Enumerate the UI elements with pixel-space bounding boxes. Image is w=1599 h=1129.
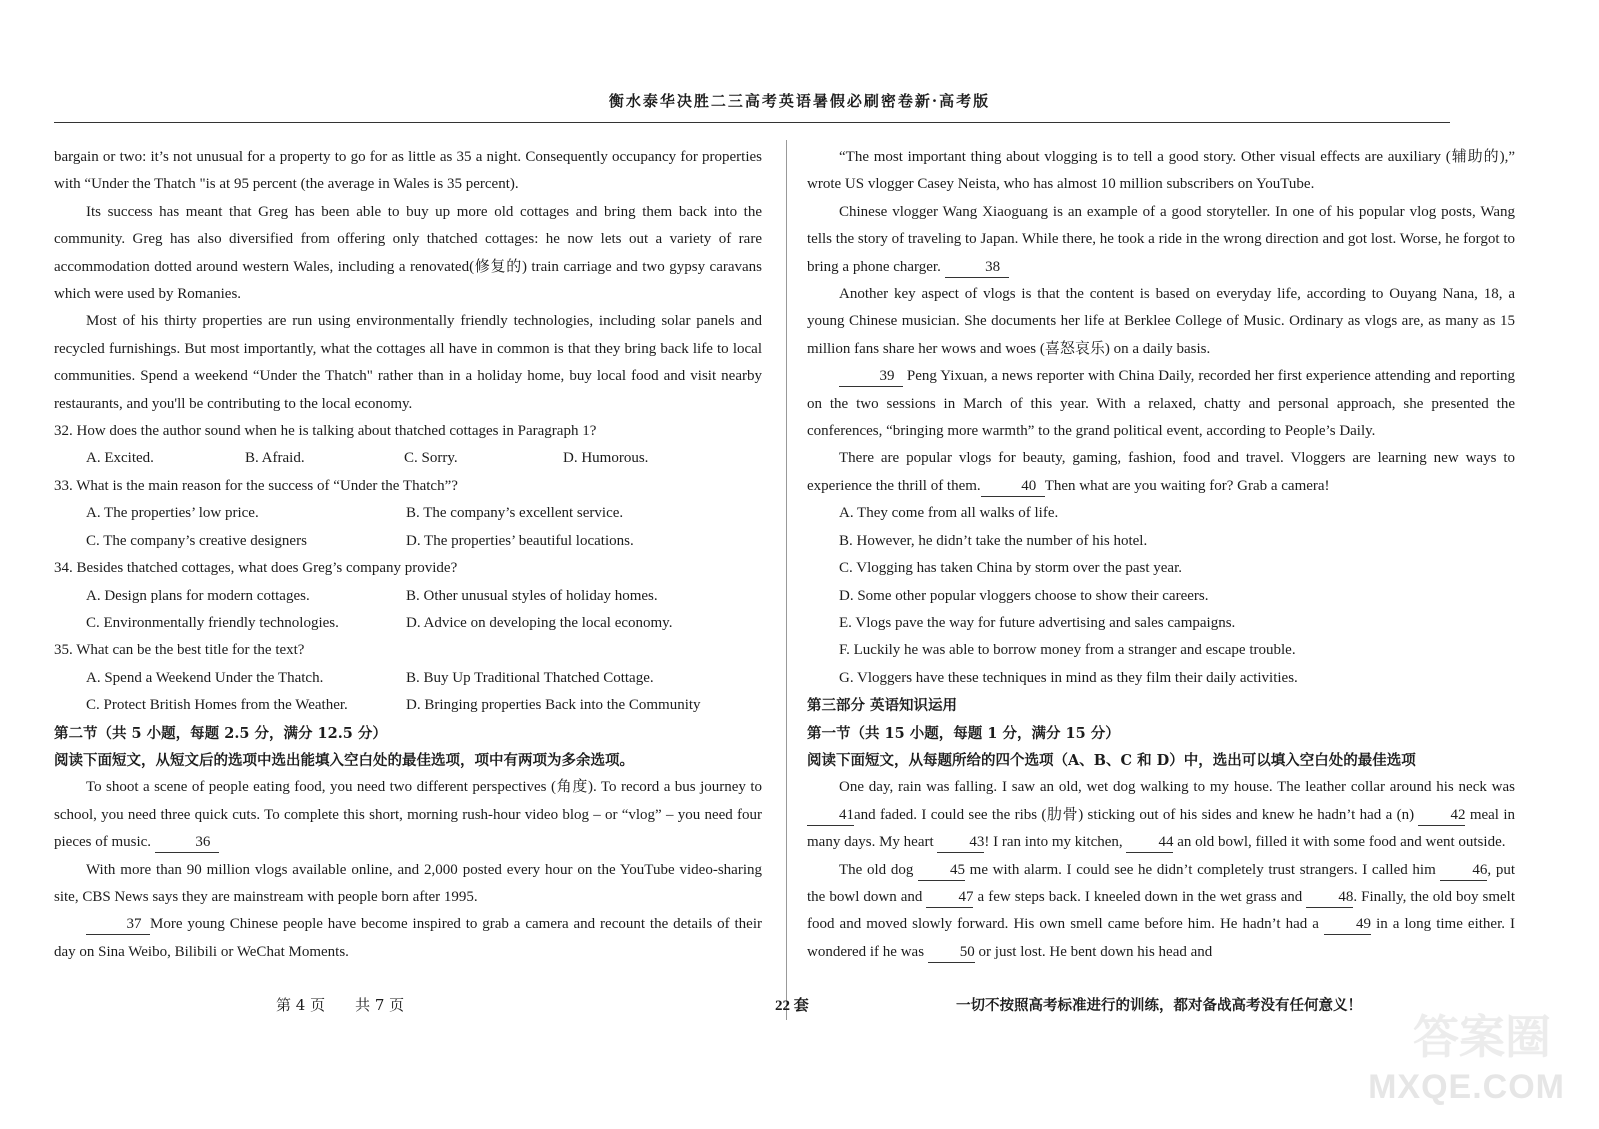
paragraph-text: . Finally, the old boy smelt food and moved slowly forward. His own smell came before him. He hadn’t had a <box>807 888 1516 933</box>
watermark-site: MXQE.COM <box>1368 1068 1565 1106</box>
choice-option: C. Vlogging has taken China by storm over the past year. <box>839 560 1183 577</box>
page-header-title: 衡水泰华决胜二三高考英语暑假必刷密卷新·高考版 <box>608 92 991 110</box>
paragraph-text: or just lost. He bent down his head and <box>978 943 1213 960</box>
cloze-paragraph <box>807 774 1515 856</box>
passage-paragraph <box>807 363 1515 445</box>
right-column <box>807 144 1515 966</box>
section-2-instructions: 阅读下面短文，从短文后的选项中选出能填入空白处的最佳选项，项中有两项为多余选项。 <box>54 751 634 769</box>
choice-option: B. However, he didn’t take the number of his hotel. <box>839 532 1148 549</box>
cloze-paragraph <box>807 857 1515 967</box>
passage-paragraph <box>54 911 762 966</box>
option: B. Afraid. <box>245 450 305 467</box>
paragraph-text: a few steps back. I kneeled down in the wet grass and <box>977 888 1303 905</box>
left-column <box>54 144 762 966</box>
option: B. Other unusual styles of holiday homes. <box>406 587 658 604</box>
passage-paragraph: Most of his thirty properties are run using environmentally friendly technologies, including solar panels and recycled furnishings. But most importantly, what the cottages all have in common is that they bring back life to local communities. Spend a weekend “Under the Thatch" rather than in a holiday home, buy local food and visit nearby restaurants, and you'll be contributing to the local economy. <box>54 313 762 412</box>
answer-blank-40: 40 <box>981 476 1045 497</box>
passage-paragraph: “The most important thing about vlogging is to tell a good story. Other visual effects are auxiliary (辅助的),” wrote US vlogger Casey Neista, who has almost 10 million subscribers on YouTube. <box>807 149 1515 193</box>
option: B. Buy Up Traditional Thatched Cottage. <box>406 669 654 686</box>
option: A. Design plans for modern cottages. <box>86 587 310 604</box>
question-33-options <box>54 500 762 527</box>
question-32: 32. How does the author sound when he is talking about thatched cottages in Paragraph 1? <box>54 423 597 440</box>
question-35-options <box>54 692 762 719</box>
answer-blank-41: 41 <box>807 805 854 826</box>
question-34-options <box>54 583 762 610</box>
question-35: 35. What can be the best title for the text? <box>54 642 305 659</box>
question-32-options <box>54 445 762 472</box>
option: C. Environmentally friendly technologies. <box>86 614 339 631</box>
passage-paragraph <box>807 445 1515 500</box>
choice-option: G. Vloggers have these techniques in mind as they film their daily activities. <box>839 669 1298 686</box>
section-2-title: 第二节（共 5 小题，每题 2.5 分，满分 12.5 分） <box>54 724 387 742</box>
choice-option: F. Luckily he was able to borrow money from a stranger and escape trouble. <box>839 642 1296 659</box>
answer-blank-43: 43 <box>937 832 984 853</box>
paragraph-text: To shoot a scene of people eating food, you need two different perspectives (角度). To record a bus journey to school, you need three quick cuts. To complete this short, morning rush-hour video blog – or “vlog” – you need four pieces of music. <box>54 779 762 851</box>
paragraph-text: an old bowl, filled it with some food and went outside. <box>1177 834 1506 851</box>
option: D. The properties’ beautiful locations. <box>406 532 634 549</box>
passage-paragraph: Its success has meant that Greg has been able to buy up more old cottages and bring them back into the community. Greg has also diversified from offering only thatched cottages: he now lets out a variety of rare accommodation dotted around western Wales, including a renovated(修复的) train carriage and two gypsy caravans which were used by Romanies. <box>54 203 762 303</box>
answer-blank-45: 45 <box>918 860 965 881</box>
paragraph-text: and faded. I could see the ribs (肋骨) sticking out of his sides and knew he hadn’t had a (n) <box>854 806 1415 823</box>
paragraph-text: There are popular vlogs for beauty, gaming, fashion, food and travel. Vloggers are learning new ways to experience the thrill of them. <box>807 450 1515 494</box>
footer-slogan: 一切不按照高考标准进行的训练，都对备战高考没有任何意义！ <box>956 997 1362 1014</box>
watermark-logo <box>1368 997 1565 1107</box>
option: C. Sorry. <box>404 450 458 467</box>
option: C. The company’s creative designers <box>86 532 307 549</box>
answer-blank-44: 44 <box>1126 832 1173 853</box>
question-34-options <box>54 610 762 637</box>
passage-paragraph: bargain or two: it’s not unusual for a property to go for as little as 35 a night. Consequently occupancy for properties with “Under the Thatch "is at 95 percent (the average in Wales is 35 percent). <box>54 149 762 193</box>
paragraph-text: More young Chinese people have become inspired to grab a camera and recount the details of their day on Sina Weibo, Bilibili or WeChat Moments. <box>54 916 762 960</box>
answer-blank-46: 46 <box>1440 860 1487 881</box>
question-33-options <box>54 528 762 555</box>
answer-blank-36: 36 <box>155 832 219 853</box>
section-1-instructions: 阅读下面短文，从每题所给的四个选项（A、B、C 和 D）中，选出可以填入空白处的最佳选项 <box>807 751 1416 769</box>
set-number: 22 套 <box>775 998 809 1014</box>
paragraph-text: meal in many days. My heart <box>807 806 1515 851</box>
paragraph-text: The old dog <box>839 861 914 878</box>
option: D. Bringing properties Back into the Community <box>406 697 701 714</box>
question-35-options <box>54 665 762 692</box>
answer-blank-39: 39 <box>839 366 903 387</box>
page-number: 第 4 页 共 7 页 <box>276 996 405 1014</box>
option: A. The properties’ low price. <box>86 505 259 522</box>
option: A. Spend a Weekend Under the Thatch. <box>86 669 324 686</box>
option: D. Advice on developing the local economy. <box>406 614 673 631</box>
passage-paragraph: With more than 90 million vlogs available online, and 2,000 posted every hour on the YouTube video-sharing site, CBS News says they are mainstream with people born after 1995. <box>54 861 762 905</box>
answer-blank-42: 42 <box>1418 805 1465 826</box>
paragraph-text: in a long time either. I wondered if he was <box>807 916 1516 960</box>
question-34: 34. Besides thatched cottages, what does Greg’s company provide? <box>54 560 458 577</box>
paragraph-text: Peng Yixuan, a news reporter with China Daily, recorded her first experience attending and reporting on the two sessions in March of this year. With a relaxed, chatty and personal approach, she presented the conferences, “bringing more warmth” to the grand political event, according to People’s Daily. <box>807 368 1516 440</box>
paragraph-text: , put the bowl down and <box>807 861 1516 905</box>
watermark-glyph: 答案圈 <box>1413 1010 1551 1064</box>
part-3-title: 第三部分 英语知识运用 <box>807 697 958 715</box>
paragraph-text: me with alarm. I could see he didn’t completely trust strangers. I called him <box>969 861 1436 878</box>
passage-paragraph: Another key aspect of vlogs is that the content is based on everyday life, according to Ouyang Nana, 18, a young Chinese musician. She documents her life at Berklee College of Music. Ordinary as vlogs are, as many as 15 million fans share her wows and woes (喜怒哀乐) on a daily basis. <box>807 286 1515 357</box>
choice-option: D. Some other popular vloggers choose to show their careers. <box>839 587 1209 604</box>
option: C. Protect British Homes from the Weather. <box>86 697 348 714</box>
passage-paragraph <box>807 199 1515 281</box>
answer-blank-48: 48 <box>1306 887 1353 908</box>
option: B. The company’s excellent service. <box>406 505 624 522</box>
option: A. Excited. <box>86 450 154 467</box>
header-rule <box>54 122 1450 123</box>
answer-blank-50: 50 <box>928 942 975 963</box>
passage-paragraph <box>54 774 762 856</box>
question-33: 33. What is the main reason for the success of “Under the Thatch”? <box>54 477 458 494</box>
paragraph-text: Then what are you waiting for? Grab a camera! <box>1044 477 1330 494</box>
option: D. Humorous. <box>563 450 649 467</box>
column-divider <box>786 140 787 1020</box>
paragraph-text: One day, rain was falling. I saw an old, wet dog walking to my house. The leather collar around his neck was <box>839 779 1515 796</box>
answer-blank-49: 49 <box>1324 914 1371 935</box>
paragraph-text: ! I ran into my kitchen, <box>984 834 1123 851</box>
choice-option: E. Vlogs pave the way for future advertising and sales campaigns. <box>839 614 1236 631</box>
answer-blank-37: 37 <box>86 914 150 935</box>
section-1-title: 第一节（共 15 小题，每题 1 分，满分 15 分） <box>807 724 1120 742</box>
answer-blank-38: 38 <box>945 257 1009 278</box>
choice-option: A. They come from all walks of life. <box>839 505 1059 522</box>
paragraph-text: Chinese vlogger Wang Xiaoguang is an example of a good storyteller. In one of his popular vlog posts, Wang tells the story of traveling to Japan. While there, he took a ride in the wrong direction and got lost. Worse, he forgot to bring a phone charger. <box>807 203 1515 275</box>
answer-blank-47: 47 <box>926 887 973 908</box>
